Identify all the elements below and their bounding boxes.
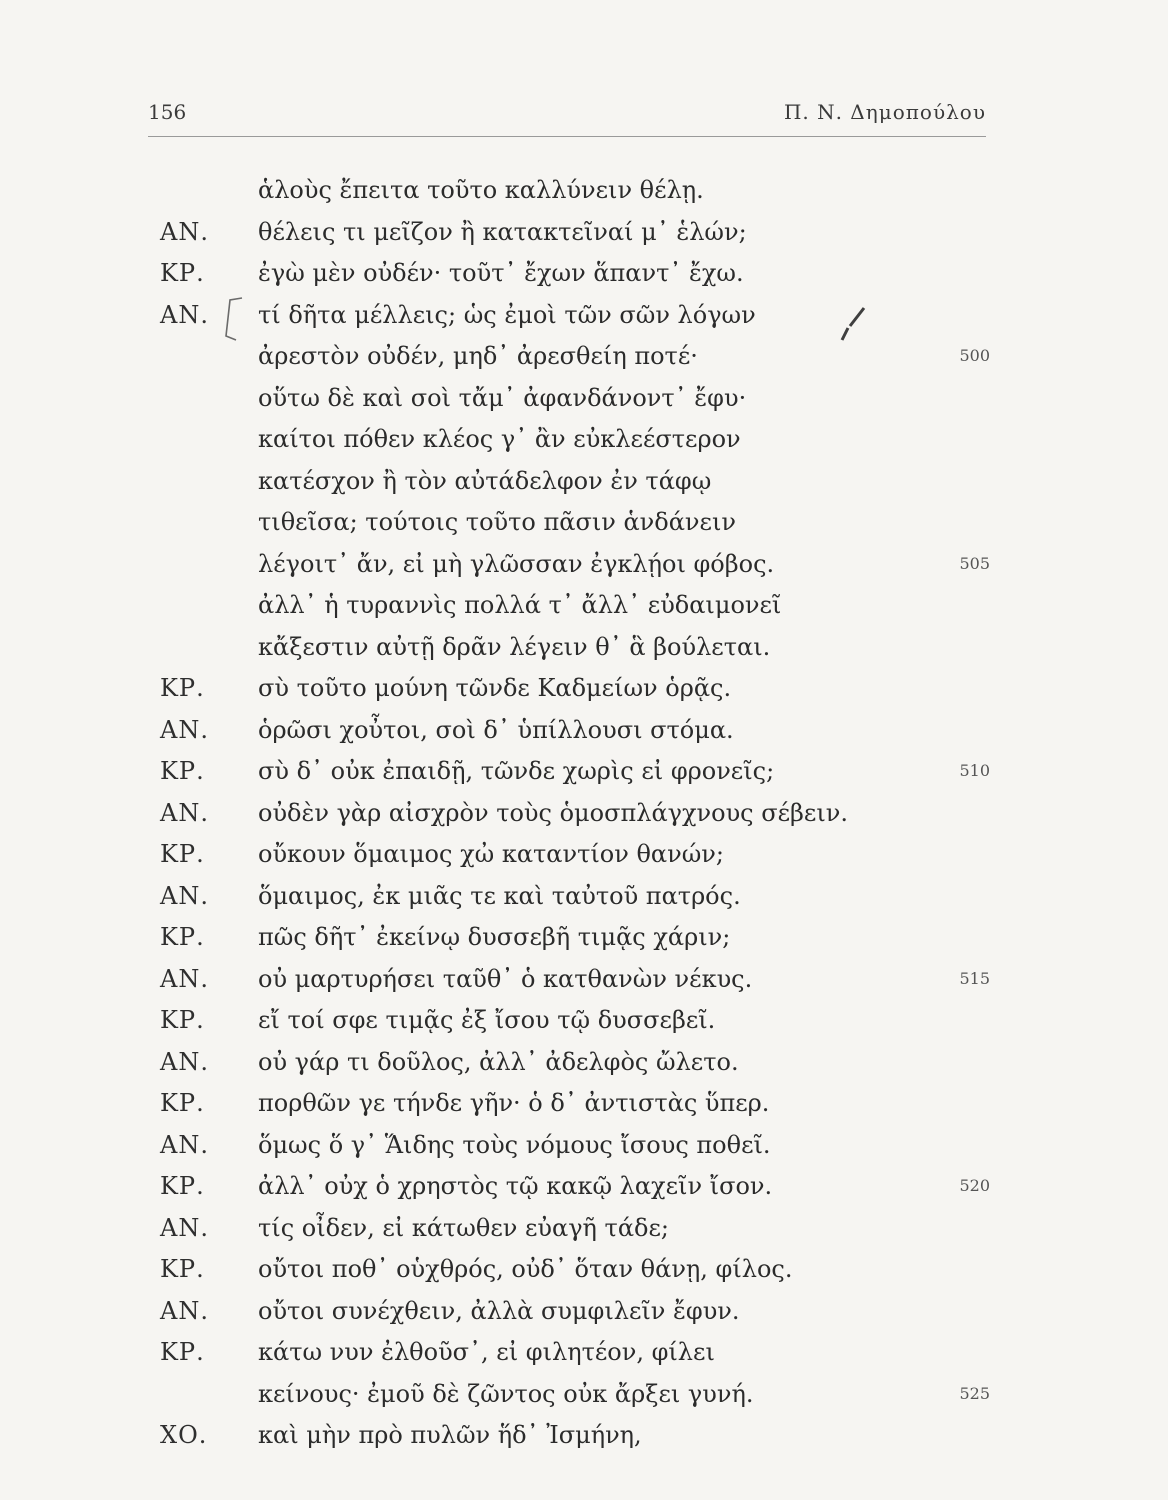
verse-line	[0, 1168, 1168, 1210]
speaker-label: ΑΝ.	[160, 217, 209, 246]
line-number: 520	[959, 1176, 990, 1195]
verse-text: οὐδὲν γὰρ αἰσχρὸν τοὺς ὁμοσπλάγχνους σέβειν.	[258, 798, 848, 827]
verse-text: ἀρεστὸν οὐδέν, μηδ᾽ ἀρεσθείη ποτέ·	[258, 342, 698, 370]
verse-line	[0, 1417, 1168, 1459]
verse-line	[0, 1085, 1168, 1127]
verse-line	[0, 297, 1168, 339]
verse-text: οὔκουν ὅμαιμος χὠ καταντίον θανών;	[258, 840, 724, 868]
verse-text: σὺ δ᾽ οὐκ ἐπαιδῇ, τῶνδε χωρὶς εἰ φρονεῖς;	[258, 757, 775, 785]
verse-line	[0, 836, 1168, 878]
verse-text: οὔτοι συνέχθειν, ἀλλὰ συμφιλεῖν ἔφυν.	[258, 1296, 740, 1325]
line-number: 505	[959, 553, 990, 573]
verse-text: κείνους· ἐμοῦ δὲ ζῶντος οὐκ ἄρξει γυνή.	[258, 1379, 754, 1408]
speaker-label: ΚΡ.	[160, 757, 205, 785]
verse-line	[0, 255, 1168, 297]
verse-line	[0, 214, 1168, 256]
verse-line	[0, 795, 1168, 837]
verse-text: ἀλλ᾽ ἡ τυραννὶς πολλά τ᾽ ἄλλ᾽ εὐδαιμονεῖ	[258, 591, 782, 619]
page-header	[148, 100, 986, 136]
verse-text: κατέσχον ἢ τὸν αὐτάδελφον ἐν τάφῳ	[258, 466, 712, 495]
verse-text: κάτω νυν ἐλθοῦσ᾽, εἰ φιλητέον, φίλει	[258, 1338, 715, 1366]
line-number: 525	[959, 1383, 990, 1403]
verse-line	[0, 1293, 1168, 1335]
verse-line	[0, 753, 1168, 795]
verse-line	[0, 463, 1168, 505]
verse-line	[0, 546, 1168, 588]
speaker-label: ΚΡ.	[160, 1089, 205, 1117]
verse-lines	[0, 172, 1168, 1459]
verse-text: τίς οἶδεν, εἰ κάτωθεν εὐαγῆ τάδε;	[258, 1213, 670, 1242]
line-number: 515	[959, 968, 990, 988]
verse-text: οὐ γάρ τι δοῦλος, ἀλλ᾽ ἀδελφὸς ὤλετο.	[258, 1047, 739, 1076]
speaker-label: ΑΝ.	[160, 798, 209, 827]
verse-text: ὁρῶσι χοὖτοι, σοὶ δ᾽ ὑπίλλουσι στόμα.	[258, 715, 734, 744]
verse-line	[0, 1127, 1168, 1169]
verse-line	[0, 1002, 1168, 1044]
speaker-label: ΚΡ.	[160, 840, 205, 868]
speaker-label: ΚΡ.	[160, 1338, 205, 1366]
verse-line	[0, 629, 1168, 671]
verse-line	[0, 712, 1168, 754]
verse-text: θέλεις τι μεῖζον ἢ κατακτεῖναί μ᾽ ἑλών;	[258, 217, 747, 246]
verse-text: καὶ μὴν πρὸ πυλῶν ἥδ᾽ Ἰσμήνη,	[258, 1421, 642, 1449]
speaker-label: ΑΝ.	[160, 1296, 209, 1325]
verse-text: πῶς δῆτ᾽ ἐκείνῳ δυσσεβῆ τιμᾷς χάριν;	[258, 923, 731, 951]
speaker-label: ΑΝ.	[160, 1213, 209, 1242]
speaker-label: ΑΝ.	[160, 300, 209, 329]
speaker-label: ΚΡ.	[160, 1006, 205, 1034]
verse-text: οὔτοι ποθ᾽ οὑχθρός, οὐδ᾽ ὅταν θάνῃ, φίλος.	[258, 1255, 793, 1283]
verse-text: οὕτω δὲ καὶ σοὶ τἄμ᾽ ἀφανδάνοντ᾽ ἔφυ·	[258, 383, 747, 412]
verse-text: τί δῆτα μέλλεις; ὡς ἐμοὶ τῶν σῶν λόγων	[258, 300, 756, 329]
verse-line	[0, 338, 1168, 380]
verse-text: κἄξεστιν αὐτῇ δρᾶν λέγειν θ᾽ ἃ βούλεται.	[258, 632, 771, 661]
verse-text: ἀλλ᾽ οὐχ ὁ χρηστὸς τῷ κακῷ λαχεῖν ἴσον.	[258, 1172, 773, 1200]
speaker-label: ΑΝ.	[160, 1130, 209, 1159]
verse-line	[0, 1210, 1168, 1252]
speaker-label: ΚΡ.	[160, 674, 205, 702]
verse-text: ὅμως ὅ γ᾽ Ἅιδης τοὺς νόμους ἴσους ποθεῖ.	[258, 1130, 771, 1159]
verse-line	[0, 1044, 1168, 1086]
line-number: 500	[959, 346, 990, 365]
verse-text: οὐ μαρτυρήσει ταῦθ᾽ ὁ κατθανὼν νέκυς.	[258, 964, 753, 993]
verse-line	[0, 1251, 1168, 1293]
verse-text: ἁλοὺς ἔπειτα τοῦτο καλλύνειν θέλῃ.	[258, 176, 704, 204]
verse-text: σὺ τοῦτο μούνη τῶνδε Καδμείων ὁρᾷς.	[258, 674, 732, 702]
speaker-label: ΑΝ.	[160, 1047, 209, 1076]
running-head: Π. Ν. Δημοπούλου	[783, 100, 986, 124]
verse-line	[0, 380, 1168, 422]
verse-line	[0, 172, 1168, 214]
verse-text: ἐγὼ μὲν οὐδέν· τοῦτ᾽ ἔχων ἅπαντ᾽ ἔχω.	[258, 259, 744, 287]
verse-text: καίτοι πόθεν κλέος γ᾽ ἂν εὐκλεέστερον	[258, 425, 741, 453]
speaker-label: ΑΝ.	[160, 881, 209, 910]
speaker-label: ΚΡ.	[160, 1172, 205, 1200]
verse-text: εἴ τοί σφε τιμᾷς ἐξ ἴσου τῷ δυσσεβεῖ.	[258, 1006, 716, 1034]
verse-text: πορθῶν γε τήνδε γῆν· ὁ δ᾽ ἀντιστὰς ὕπερ.	[258, 1089, 770, 1117]
verse-line	[0, 1376, 1168, 1418]
verse-text: λέγοιτ᾽ ἄν, εἰ μὴ γλῶσσαν ἐγκλῄοι φόβος.	[258, 549, 775, 578]
verse-line	[0, 1334, 1168, 1376]
verse-line	[0, 421, 1168, 463]
speaker-label: ΧΟ.	[160, 1421, 208, 1449]
speaker-label: ΚΡ.	[160, 923, 205, 951]
speaker-label: ΚΡ.	[160, 1255, 205, 1283]
verse-line	[0, 878, 1168, 920]
verse-line	[0, 919, 1168, 961]
verse-text: τιθεῖσα; τούτοις τοῦτο πᾶσιν ἁνδάνειν	[258, 508, 736, 536]
verse-line	[0, 961, 1168, 1003]
line-number: 510	[959, 761, 990, 780]
header-rule	[148, 136, 986, 137]
verse-line	[0, 670, 1168, 712]
speaker-label: ΑΝ.	[160, 964, 209, 993]
speaker-label: ΑΝ.	[160, 715, 209, 744]
page-number: 156	[148, 100, 187, 124]
speaker-label: ΚΡ.	[160, 259, 205, 287]
verse-text: ὅμαιμος, ἐκ μιᾶς τε καὶ ταὐτοῦ πατρός.	[258, 881, 741, 910]
verse-line	[0, 587, 1168, 629]
verse-line	[0, 504, 1168, 546]
